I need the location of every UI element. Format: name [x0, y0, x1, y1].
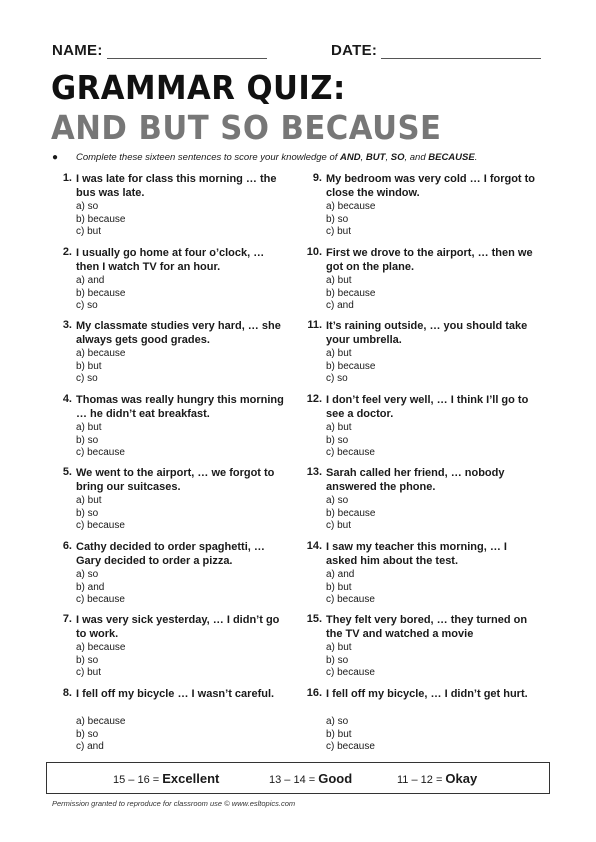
answer-option[interactable]: a) but	[326, 348, 352, 359]
answer-option[interactable]: c) and	[76, 741, 104, 752]
page-subtitle: AND BUT SO BECAUSE	[51, 108, 442, 147]
score-okay: 11 – 12 = Okay	[397, 771, 478, 786]
answer-option[interactable]: a) and	[326, 569, 355, 580]
answer-option[interactable]: c) so	[76, 300, 98, 311]
page-title: GRAMMAR QUIZ:	[51, 68, 346, 107]
answer-option[interactable]: c) so	[76, 373, 98, 384]
question-stem: It’s raining outside, … you should take your umbrella.	[326, 320, 528, 346]
question-number: 1.	[62, 172, 72, 184]
answer-option[interactable]: b) so	[326, 434, 349, 446]
question-number: 14.	[306, 540, 322, 552]
question-number: 10.	[306, 246, 322, 258]
answer-options	[326, 642, 375, 680]
answer-options	[326, 716, 375, 754]
answer-option[interactable]: b) so	[326, 654, 349, 666]
answer-option[interactable]: b) because	[76, 213, 126, 225]
answer-options	[76, 642, 125, 680]
answer-option[interactable]: b) and	[76, 581, 105, 593]
answer-option[interactable]: b) so	[76, 507, 99, 519]
answer-options	[76, 422, 125, 460]
answer-option[interactable]: c) but	[76, 667, 102, 678]
answer-options	[326, 495, 375, 533]
question-number: 9.	[312, 172, 322, 184]
answer-option[interactable]: a) because	[76, 348, 126, 359]
answer-option[interactable]: b) so	[76, 434, 99, 446]
answer-option[interactable]: a) and	[76, 275, 105, 286]
answer-option[interactable]: a) so	[326, 716, 349, 727]
answer-option[interactable]: c) and	[326, 300, 354, 311]
question-stem: They felt very bored, … they turned on the TV and watched a movie	[326, 614, 528, 640]
score-excellent: 15 – 16 = Excellent	[113, 771, 220, 786]
answer-option[interactable]: c) because	[326, 667, 375, 678]
answer-option[interactable]: c) because	[76, 594, 125, 605]
answer-option[interactable]: a) but	[76, 495, 102, 506]
question-number: 13.	[306, 466, 322, 478]
answer-option[interactable]: c) but	[76, 226, 102, 237]
question-number: 2.	[62, 246, 72, 258]
answer-option[interactable]: c) so	[326, 373, 348, 384]
question-number: 4.	[62, 393, 72, 405]
answer-option[interactable]: c) because	[76, 520, 125, 531]
answer-option[interactable]: a) but	[326, 642, 352, 653]
question-stem: Cathy decided to order spaghetti, … Gary decided to order a pizza.	[76, 541, 265, 567]
bullet-icon: ●	[52, 152, 59, 163]
question-stem: I saw my teacher this morning, … I asked him about the test.	[326, 541, 507, 567]
scoring-box	[46, 762, 550, 794]
answer-option[interactable]: c) because	[76, 447, 125, 458]
answer-option[interactable]: a) but	[326, 275, 352, 286]
question-stem: I don’t feel very well, … I think I’ll go to see a doctor.	[326, 394, 529, 420]
answer-options	[76, 201, 125, 239]
footer-permission: Permission granted to reproduce for classroom use © www.esltopics.com	[52, 799, 296, 808]
answer-option[interactable]: a) but	[326, 422, 352, 433]
question-stem: I was late for class this morning … the bus was late.	[76, 173, 277, 199]
score-good: 13 – 14 = Good	[269, 771, 353, 786]
answer-option[interactable]: b) but	[326, 728, 352, 740]
question-stem: I fell off my bicycle, … I didn’t get hurt.	[326, 688, 528, 700]
question-number: 3.	[62, 319, 72, 331]
date-field	[331, 42, 541, 59]
answer-option[interactable]: c) because	[326, 594, 375, 605]
answer-option[interactable]: c) but	[326, 520, 352, 531]
date-label: DATE:	[331, 42, 378, 59]
answer-option[interactable]: c) because	[326, 741, 375, 752]
question-number: 15.	[306, 613, 322, 625]
answer-options	[76, 275, 125, 313]
question-stem: My bedroom was very cold … I forgot to close the window.	[326, 173, 536, 199]
question-number: 16.	[306, 687, 322, 699]
name-blank[interactable]	[107, 45, 267, 59]
question-number: 7.	[62, 613, 72, 625]
answer-options	[326, 201, 375, 239]
question-number: 6.	[62, 540, 72, 552]
answer-option[interactable]: b) so	[76, 728, 99, 740]
question-stem: Thomas was really hungry this morning … he didn’t eat breakfast.	[76, 394, 284, 420]
answer-options	[76, 348, 125, 386]
question-stem: My classmate studies very hard, … she always gets good grades.	[76, 320, 281, 346]
answer-options	[76, 716, 125, 754]
question-stem: Sarah called her friend, … nobody answered the phone.	[326, 467, 505, 493]
question-stem: I fell off my bicycle … I wasn’t careful.	[76, 688, 275, 700]
question-stem: First we drove to the airport, … then we got on the plane.	[326, 247, 533, 273]
answer-options	[76, 569, 125, 607]
answer-option[interactable]: a) because	[76, 642, 126, 653]
question-number: 5.	[62, 466, 72, 478]
answer-option[interactable]: b) because	[76, 287, 126, 299]
question-number: 11.	[307, 319, 322, 331]
answer-option[interactable]: b) so	[326, 213, 349, 225]
answer-option[interactable]: b) because	[326, 287, 376, 299]
answer-option[interactable]: a) so	[76, 201, 99, 212]
instructions-text: Complete these sixteen sentences to score your knowledge of AND, BUT, SO, and BECAUSE.	[76, 152, 478, 163]
answer-option[interactable]: b) but	[76, 360, 102, 372]
answer-option[interactable]: b) but	[326, 581, 352, 593]
answer-option[interactable]: a) because	[326, 201, 376, 212]
question-number: 8.	[62, 687, 72, 699]
answer-options	[76, 495, 125, 533]
question-stem: We went to the airport, … we forgot to bring our suitcases.	[76, 467, 275, 493]
header	[52, 42, 552, 62]
answer-option[interactable]: b) because	[326, 507, 376, 519]
question-stem: I usually go home at four o’clock, … then I watch TV for an hour.	[76, 247, 265, 273]
answer-option[interactable]: c) but	[326, 226, 352, 237]
answer-option[interactable]: a) so	[326, 495, 349, 506]
answer-options	[326, 422, 375, 460]
name-field	[52, 42, 267, 59]
answer-options	[326, 569, 375, 607]
question-stem: I was very sick yesterday, … I didn’t go to work.	[76, 614, 280, 640]
answer-option[interactable]: b) so	[76, 654, 99, 666]
answer-option[interactable]: a) so	[76, 569, 99, 580]
answer-option[interactable]: a) because	[76, 716, 126, 727]
question-number: 12.	[306, 393, 322, 405]
answer-options	[326, 275, 375, 313]
answer-option[interactable]: b) because	[326, 360, 376, 372]
answer-options	[326, 348, 375, 386]
answer-option[interactable]: a) but	[76, 422, 102, 433]
name-label: NAME:	[52, 42, 103, 59]
answer-option[interactable]: c) because	[326, 447, 375, 458]
date-blank[interactable]	[381, 45, 541, 59]
